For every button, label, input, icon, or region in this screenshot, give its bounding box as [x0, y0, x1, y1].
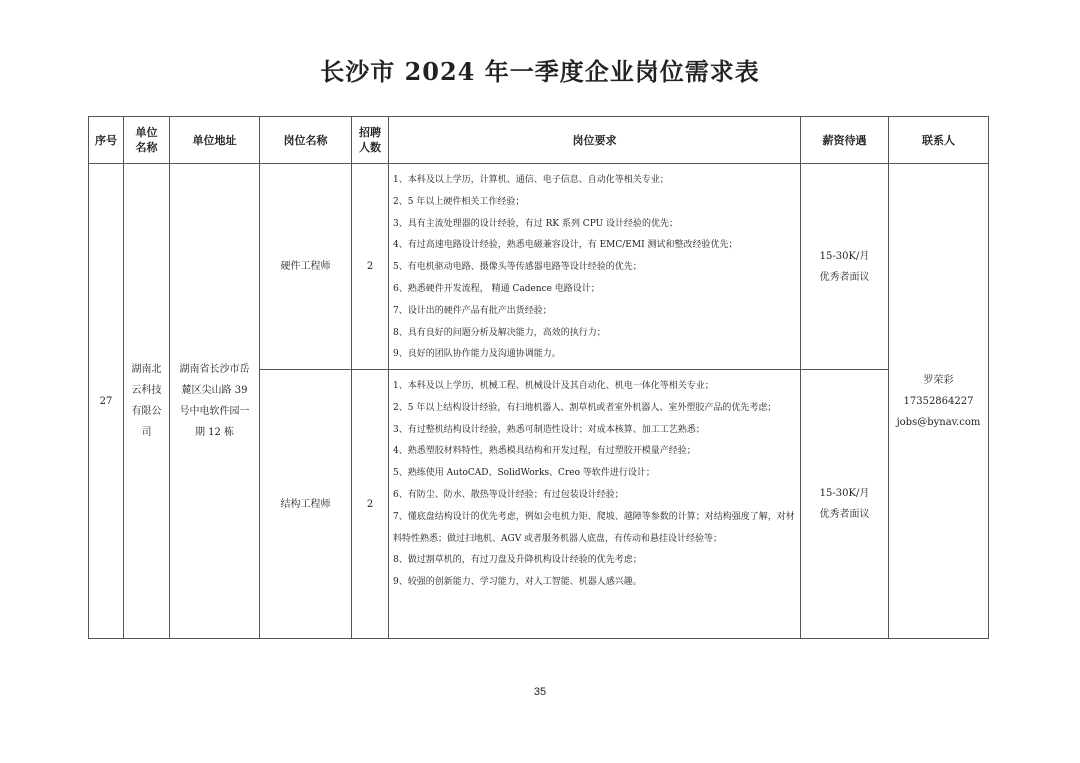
salary-cell [801, 370, 889, 639]
requirement-item: 5、熟练使用 AutoCAD、SolidWorks、Creo 等软件进行设计； [393, 468, 655, 479]
requirement-item: 2、5 年以上结构设计经验，有扫地机器人、割草机或者室外机器人、室外塑胶产品的优先考虑； [393, 402, 777, 413]
header-position: 岗位名称 [260, 117, 352, 164]
position-name-cell: 结构工程师 [260, 370, 352, 639]
salary-cell [801, 164, 889, 370]
contact-cell [889, 164, 989, 639]
requirements-cell [389, 370, 801, 639]
salary-range: 15-30K/月 [819, 488, 870, 499]
header-unit-name: 单位名称 [124, 117, 170, 164]
requirement-item: 8、做过割草机的，有过刀盘及升降机构设计经验的优先考虑； [393, 555, 642, 566]
requirement-item: 6、熟悉硬件开发流程， 精通 Cadence 电路设计； [393, 283, 600, 294]
unit-name-cell: 湖南北云科技有限公司 [124, 164, 170, 639]
requirement-item: 9、良好的团队协作能力及沟通协调能力。 [393, 349, 561, 360]
header-contact: 联系人 [889, 117, 989, 164]
position-name-cell: 硬件工程师 [260, 164, 352, 370]
count-cell: 2 [352, 370, 389, 639]
page-title: 长沙市 2024 年一季度企业岗位需求表 [320, 57, 760, 86]
requirement-item: 1、本科及以上学历，计算机、通信、电子信息、自动化等相关专业； [393, 175, 669, 185]
header-address: 单位地址 [170, 117, 260, 164]
requirement-item: 1、本科及以上学历，机械工程、机械设计及其自动化、机电一体化等相关专业； [393, 381, 714, 391]
job-table [88, 116, 989, 639]
requirement-item: 4、熟悉塑胶材料特性，熟悉模具结构和开发过程，有过塑胶开模量产经验； [393, 446, 696, 457]
salary-note: 优秀者面议 [819, 509, 870, 520]
requirement-item: 4、有过高速电路设计经验，熟悉电磁兼容设计，有 EMC/EMI 测试和整改经验优先； [393, 240, 738, 251]
requirements-cell [389, 164, 801, 370]
requirement-item: 7、设计出的硬件产品有批产出货经验； [393, 305, 552, 316]
requirement-item: 8、具有良好的问题分析及解决能力，高效的执行力； [393, 327, 606, 338]
requirement-item: 5、有电机驱动电路、摄像头等传感器电路等设计经验的优先； [393, 262, 642, 273]
page-number: 35 [533, 686, 547, 698]
requirement-item: 7、懂底盘结构设计的优先考虑，例如会电机力矩、爬坡、越障等参数的计算；对结构强度了解，对材料特性熟悉；做过扫地机、AGV 或者服务机器人底盘，有传动和悬挂设计经验等； [393, 511, 795, 544]
requirement-item: 6、有防尘、防水、散热等设计经验；有过包装设计经验； [393, 489, 624, 500]
requirement-item: 9、较强的创新能力、学习能力，对人工智能、机器人感兴趣。 [393, 577, 642, 588]
table-row [89, 164, 989, 370]
contact-email: jobs@bynav.com [896, 416, 981, 428]
header-seq: 序号 [89, 117, 124, 164]
seq-cell: 27 [89, 164, 124, 639]
salary-note: 优秀者面议 [819, 271, 870, 283]
contact-phone: 17352864227 [903, 395, 974, 407]
salary-range: 15-30K/月 [819, 250, 870, 262]
address-cell: 湖南省长沙市岳麓区尖山路 39 号中电软件园一期 12 栋 [170, 164, 260, 639]
requirement-item: 2、5 年以上硬件相关工作经验； [393, 196, 525, 207]
requirement-item: 3、有过整机结构设计经验，熟悉可制造性设计；对成本核算、加工工艺熟悉； [393, 424, 705, 435]
header-salary: 薪资待遇 [801, 117, 889, 164]
contact-name: 罗荣彩 [923, 374, 954, 386]
count-cell: 2 [352, 164, 389, 370]
table-header-row [89, 117, 989, 164]
requirement-item: 3、具有主流处理器的设计经验，有过 RK 系列 CPU 设计经验的优先； [393, 218, 679, 229]
header-count: 招聘人数 [352, 117, 389, 164]
header-requirements: 岗位要求 [389, 117, 801, 164]
